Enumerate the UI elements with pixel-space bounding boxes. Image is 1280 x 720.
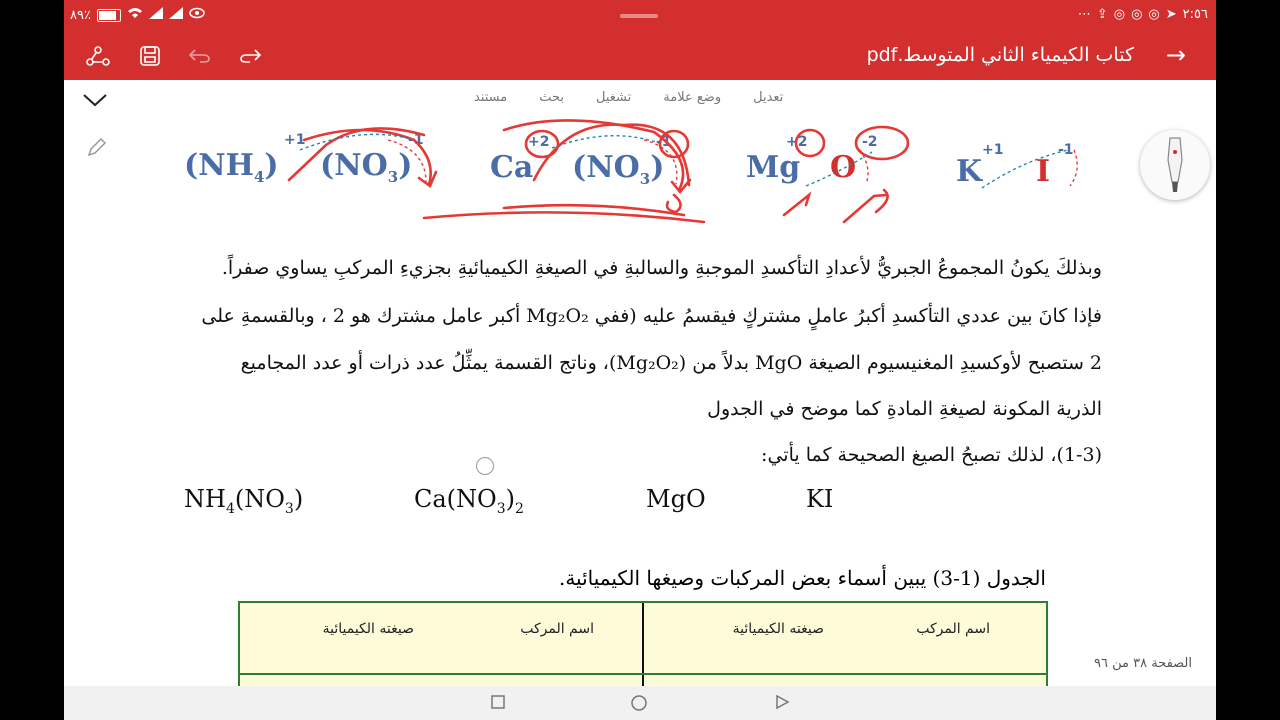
table-header-formula-1: صيغته الكيميائية: [732, 621, 824, 637]
table-divider: [642, 603, 644, 693]
triangle-back-icon: [774, 694, 790, 710]
tab-edit[interactable]: تعديل: [753, 90, 784, 105]
telegram-icon: ➤: [1165, 7, 1177, 22]
charge-oxide: -2: [862, 134, 878, 150]
formula-calcium-nitrate: $Ca(NO_3)_2$: [414, 485, 524, 517]
ion-anion-oxide: O: [830, 150, 857, 185]
table-header-name-2: اسم المركب: [520, 621, 594, 637]
clock-time: ٢:٥٦: [1182, 7, 1208, 22]
table-caption: الجدول (1-3) يبين أسماء بعض المركبات وصيغها الكيميائية.: [558, 566, 1046, 590]
ion-cation-potassium: K: [956, 154, 983, 189]
tab-document[interactable]: مستند: [474, 90, 508, 105]
app-screen: [64, 0, 1216, 720]
ion-cation-magnesium: Mg: [746, 150, 801, 185]
square-icon: [490, 694, 506, 710]
arrow-right-icon: →: [1165, 41, 1186, 69]
instagram-icon-2: ◎: [1131, 7, 1143, 22]
instagram-icon: ◎: [1113, 7, 1126, 22]
charge-ammonium: +1: [284, 132, 306, 148]
ion-anion-nitrate-1: $(NO_3)$: [320, 148, 413, 186]
handwritten-annotations: [64, 0, 1216, 250]
more-icon: ⋯: [1077, 7, 1091, 22]
tab-play[interactable]: تشغيل: [596, 90, 632, 105]
ion-cation-ammonium: $(NH_4)$: [184, 148, 279, 186]
tab-search[interactable]: بحث: [539, 90, 565, 105]
charge-nitrate-1: -1: [408, 132, 424, 148]
scroll-indicator[interactable]: [476, 457, 494, 475]
navigation-bar: [64, 686, 1216, 720]
formula-potassium-iodide: KI: [806, 485, 834, 513]
compounds-table: [238, 601, 1048, 695]
page-counter: الصفحة ٣٨ من ٩٦: [1094, 656, 1192, 671]
circle-icon: [630, 694, 648, 712]
tab-bookmark[interactable]: وضع علامة: [663, 90, 722, 105]
battery-percent: ٨٩٪: [70, 7, 91, 23]
paragraph-line-2: فإذا كانَ بين عددي التأكسدِ أكبرُ عاملٍ مشتركٍ فيقسمُ عليه (ففي Mg₂O₂ أكبر عامل مشترك هو 2 ، وبالقسمةِ على: [201, 305, 1102, 327]
upload-icon: ⇪: [1096, 7, 1108, 22]
table-header-formula-2: صيغته الكيميائية: [322, 621, 414, 637]
paragraph-line-5: (1-3)، لذلك تصبحُ الصيغ الصحيحة كما يأتي:: [761, 444, 1102, 466]
table-header-name-1: اسم المركب: [916, 621, 990, 637]
paragraph-line-1: وبذلكَ يكونُ المجموعُ الجبريُّ لأعدادِ التأكسدِ الموجبةِ والسالبةِ في الصيغةِ الكيميائيةِ بجزيءِ المركبِ يساوي صفراً.: [221, 257, 1102, 279]
formula-magnesium-oxide: MgO: [646, 485, 706, 513]
charge-iodide: -1: [1058, 142, 1074, 158]
charge-nitrate-2: -1: [656, 134, 672, 150]
ion-anion-nitrate-2: $(NO_3)$: [572, 150, 665, 188]
ion-cation-calcium: Ca: [490, 150, 534, 185]
home-button[interactable]: [630, 694, 648, 716]
back-nav-button[interactable]: [774, 694, 790, 714]
recents-button[interactable]: [490, 694, 506, 714]
paragraph-line-3: 2 ستصبح لأوكسيدِ المغنيسيوم الصيغة MgO بدلاً من (Mg₂O₂)، وناتج القسمة يمثِّلُ عدد ذرات أو عدد المجاميع: [240, 352, 1102, 374]
charge-calcium: +2: [528, 134, 550, 150]
ion-anion-iodide: I: [1036, 154, 1051, 189]
table-row-divider: [240, 673, 1046, 675]
charge-potassium: +1: [982, 142, 1004, 158]
charge-magnesium: +2: [786, 134, 808, 150]
paragraph-line-4: الذرية المكونة لصيغةِ المادةِ كما موضح في الجدول: [707, 398, 1102, 420]
instagram-icon-3: ◎: [1148, 7, 1160, 22]
document-title: كتاب الكيمياء الثاني المتوسط.pdf: [866, 44, 1134, 66]
formula-ammonium-nitrate: $NH_4(NO_3)$: [184, 485, 304, 517]
